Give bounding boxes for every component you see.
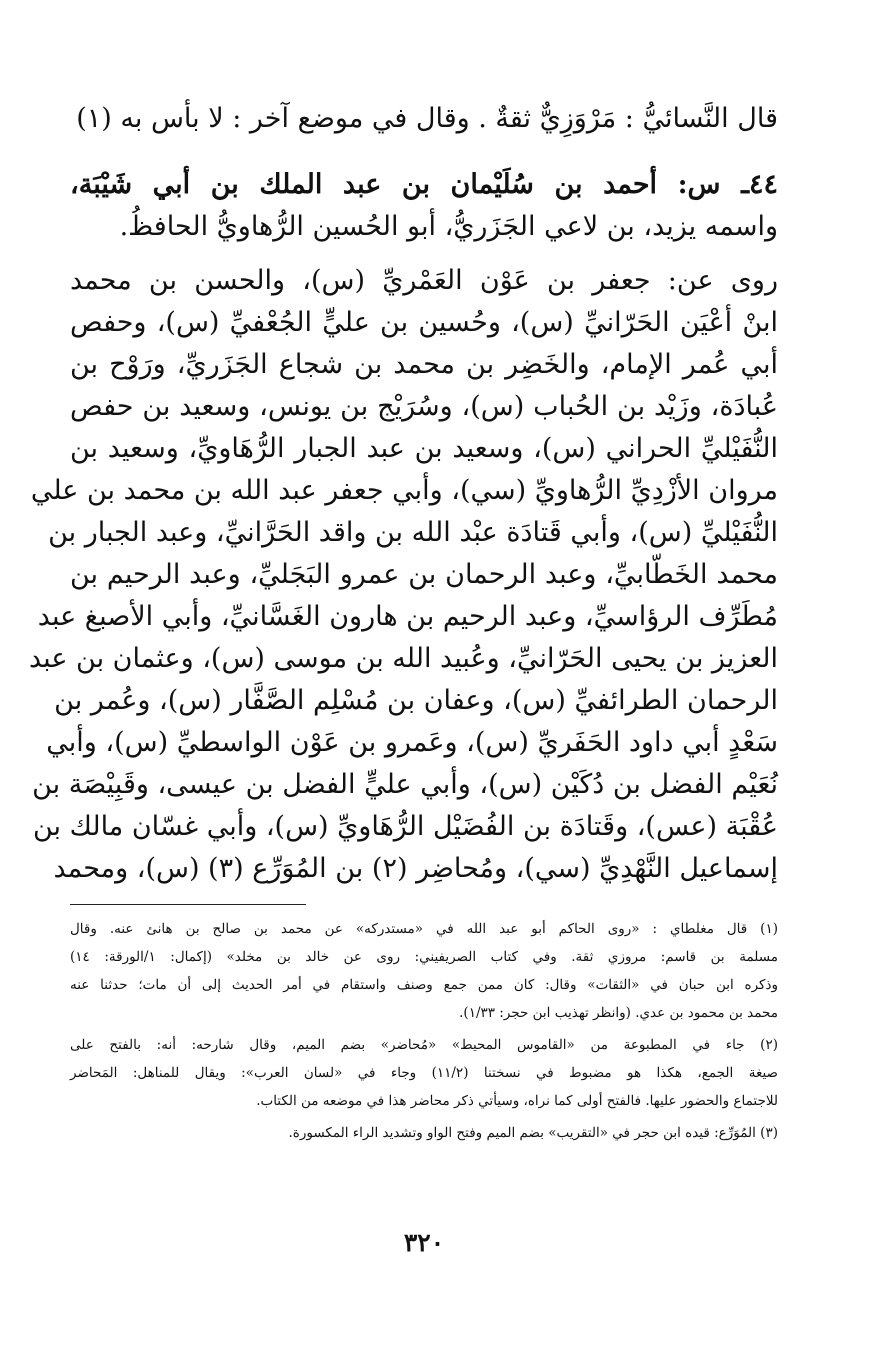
narration-line: عُقْبَة (عس)، وقَتادَة بن الفُضَيْل الرُّهَاويِّ (س)، وأبي غسّان مالك بن (32, 811, 778, 842)
narration-line: أبي عُمر الإمام، والخَضِر بن محمد بن شجاع الجَزَريِّ، ورَوْح بن (70, 349, 778, 380)
narration-line: العزيز بن يحيى الحَرّانيِّ، وعُبيد الله بن موسى (س)، وعثمان بن عبد (29, 643, 778, 674)
footnote-line: مسلمة بن قاسم: مروزي ثقة. وفي كتاب الصريفيني: روى عن خالد بن مخلد» (إكمال: ١/الورقة: ١٤) (70, 949, 779, 965)
intro-line: قال النَّسائيُّ : مَرْوَزِيٌّ ثقةٌ . وقال في موضع آخر : لا بأس به (١) (76, 103, 778, 134)
section-gap (70, 248, 778, 260)
narration-line: نُعَيْم الفضل بن دُكَيْن (س)، وأبي عليٍّ الفضل بن عيسى، وقَبِيْصَة بن (32, 769, 778, 800)
narration-line: عُبادَة، وزَيْد بن الحُباب (س)، وسُرَيْج بن يونس، وسعيد بن حفص (70, 391, 778, 422)
entry-heading-line: واسمه يزيد، بن لاعي الجَزَريُّ، أبو الحُسين الرُّهاويُّ الحافظُ. (119, 211, 778, 242)
footnote-line: للاجتماع والحضور عليها. فالفتح أولى كما نراه، وسيأتي ذكر محاضر هذا في موضعه من الكتاب. (256, 1093, 778, 1109)
section-gap (70, 140, 778, 164)
narration-line: محمد الخَطّابيِّ، وعبد الرحمان بن عمرو البَجَليِّ، وعبد الرحيم بن (70, 559, 778, 590)
entry-heading-line: ٤٤ـ س: أحمد بن سُلَيْمان بن عبد الملك بن أبي شَيْبَة، (70, 169, 778, 200)
book-page (29, 98, 779, 1325)
page-number: ٣٢٠ (403, 1228, 445, 1257)
footnote-line: (٣) المُوَرِّع: قيده ابن حجر في «التقريب» بضم الميم وفتح الواو وتشديد الراء المكسورة. (288, 1125, 778, 1141)
footnote-line: وذكره ابن حبان في «الثقات» وقال: كان ممن جمع وصنف واستقام في أمر الحديث إلى أن مات؛ حدثنا عنه (70, 977, 778, 993)
narration-line: ابنْ أعْيَن الحَرّانيِّ (س)، وحُسين بن عليٍّ الجُعْفيِّ (س)، وحفص (70, 307, 778, 338)
footnote-line: (٢) جاء في المطبوعة من «القاموس المحيط» «مُحاضر» بضم الميم، وقال شارحه: أنه: بالفتح على (70, 1037, 778, 1053)
narration-line: مُطَرِّف الرؤاسيِّ، وعبد الرحيم بن هارون الغَسَّانيِّ، وأبي الأصبغ عبد (37, 601, 778, 632)
footnote-line: محمد بن محمود بن عدي. (وانظر تهذيب ابن حجر: ١/٣٣). (459, 1005, 778, 1021)
footnote-line: (١) قال مغلطاي : «روى الحاكم أبو عبد الله في «مستدركه» عن محمد بن صالح بن هانئ عنه. وقال (70, 921, 778, 937)
narration-line: روى عن: جعفر بن عَوْن العَمْريِّ (س)، والحسن بن محمد (70, 265, 778, 296)
narration-line: النُّفَيْليِّ (س)، وأبي قَتادَة عبْد الله بن واقد الحَرَّانيِّ، وعبد الجبار بن (48, 517, 778, 548)
narration-line: النُّفَيْليِّ الحراني (س)، وسعيد بن عبد الجبار الرُّهَاويِّ، وسعيد بن (70, 433, 778, 464)
narration-line: الرحمان الطرائفيِّ (س)، وعفان بن مُسْلِم الصَّفَّار (س)، وعُمر بن (54, 685, 778, 716)
narration-line: مروان الأزْدِيِّ الرُّهاويِّ (سي)، وأبي جعفر عبد الله بن محمد بن علي (30, 475, 778, 506)
narration-line: سَعْدٍ أبي داود الحَفَريِّ (س)، وعَمرو بن عَوْن الواسطيِّ (س)، وأبي (46, 727, 778, 758)
narration-line: إسماعيل النَّهْدِيِّ (سي)، ومُحاضِر (٢) بن المُوَرِّع (٣) (س)، ومحمد (53, 853, 778, 884)
footnote-line: صيغة الجمع، هكذا هو مضبوط في نسختنا (١١/٢) وجاء في «لسان العرب»: ويقال للمناهل: المَحاضر (70, 1065, 778, 1081)
footnote-divider (70, 904, 306, 905)
